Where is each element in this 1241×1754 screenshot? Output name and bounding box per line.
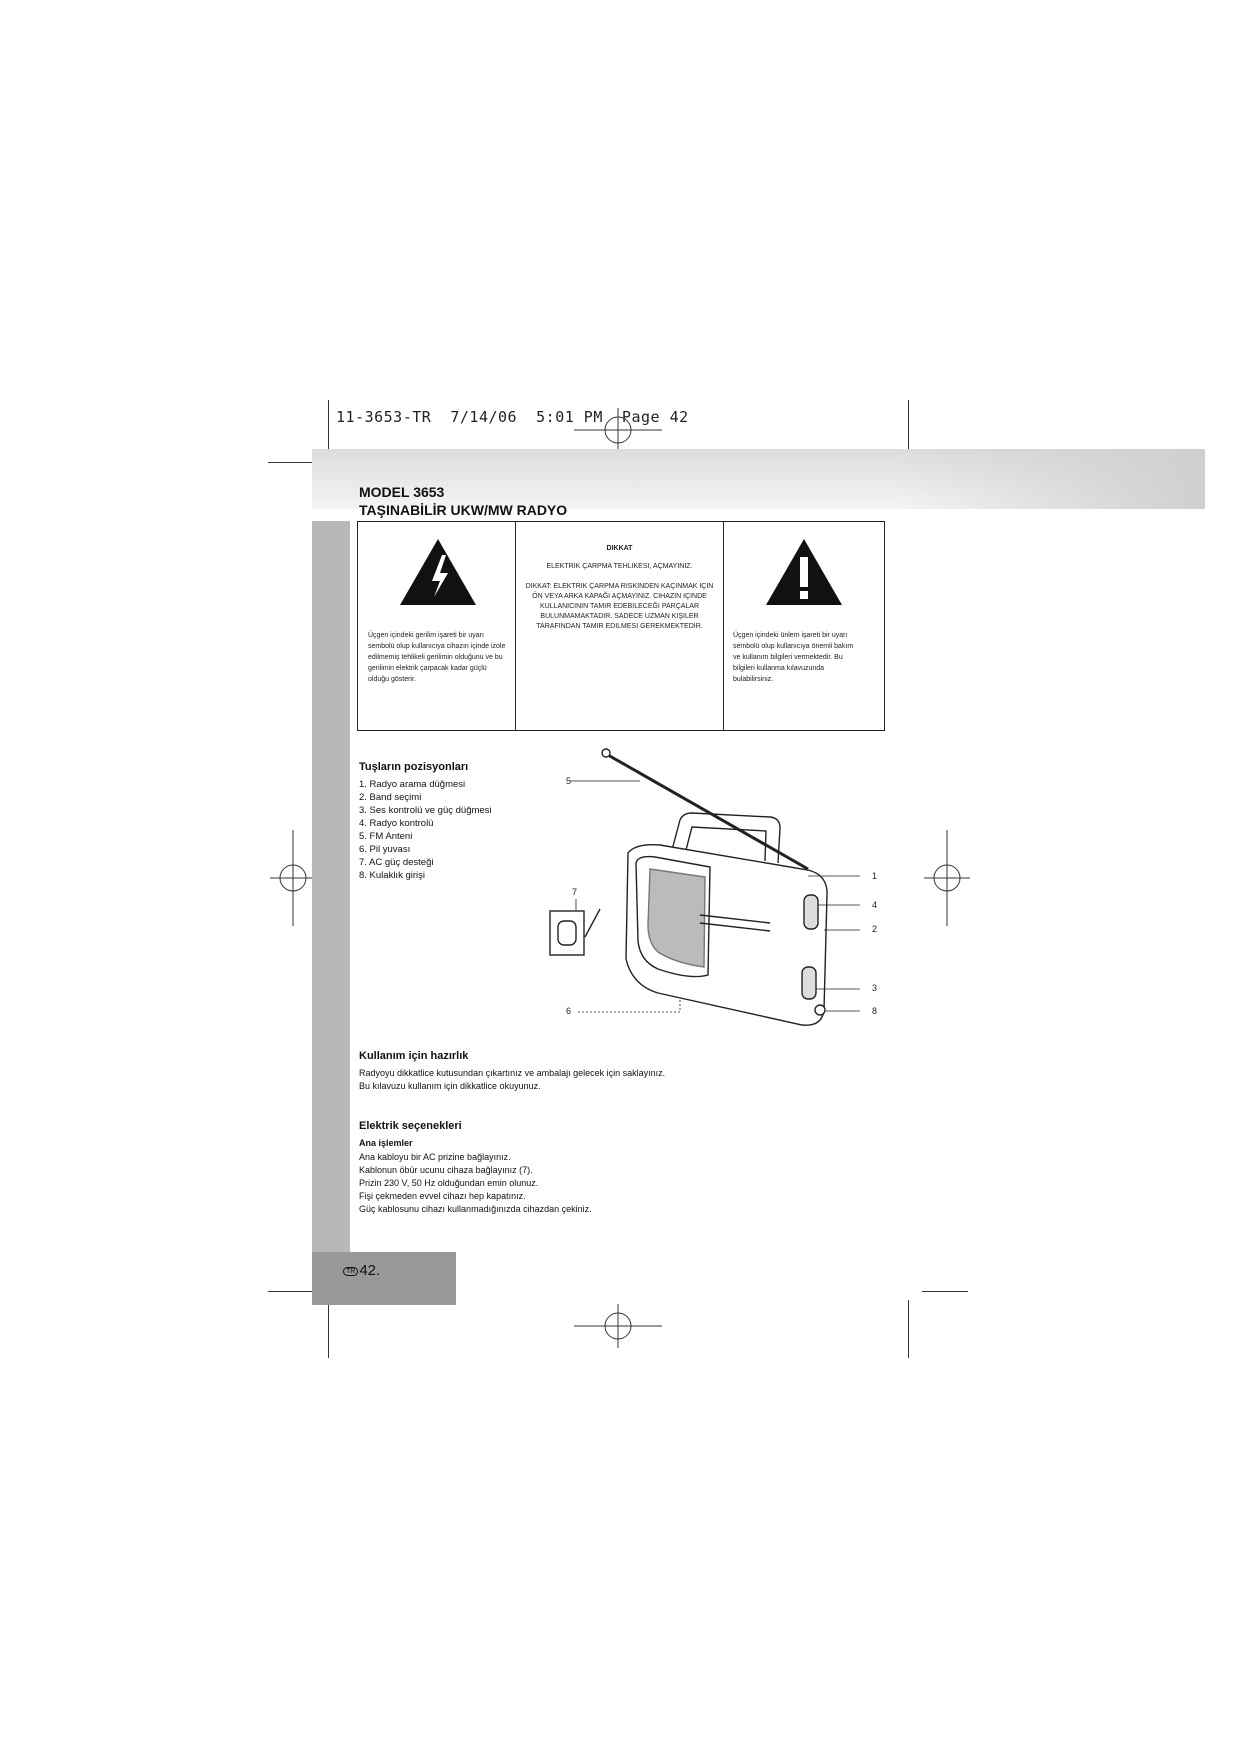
callout-8: 8 xyxy=(872,1006,878,1016)
warning-col-center xyxy=(516,522,724,730)
header-band-shade xyxy=(900,449,1205,509)
list-item: 5. FM Anteni xyxy=(359,831,413,842)
paragraph-line: Ana kabloyu bir AC prizine bağlayınız. xyxy=(359,1152,511,1162)
preparation-text xyxy=(359,1067,665,1093)
page-number xyxy=(343,1262,380,1279)
warning-shock-line: ELEKTRIK ÇARPMA TEHLIKESI, AÇMAYINIZ. xyxy=(546,563,693,570)
warning-title: DIKKAT xyxy=(606,545,633,552)
electric-heading: Elektrik seçenekleri xyxy=(359,1120,462,1132)
list-item: 6. Pil yuvası xyxy=(359,844,411,855)
electric-subheading: Ana işlemler xyxy=(359,1138,413,1148)
callout-3: 3 xyxy=(872,983,878,993)
warning-body: DIKKAT: ELEKTRIK ÇARPMA RISKINDEN KAÇINMAK IÇIN ÖN VEYA ARKA KAPAĞI AÇMAYINIZ. CIHAZIN IÇINDE KULLANICININ TAMIR EDEBILECEĞI PARÇALAR BULUNMAMAKTADIR. SADECE UZMAN KIŞILER TARAFINDAN TAMIR EDILMESI GEREKMEKTEDIR. xyxy=(525,583,714,630)
print-slug: 11-3653-TR 7/14/06 5:01 PM Page 42 xyxy=(336,408,689,426)
list-item: 2. Band seçimi xyxy=(359,792,422,803)
paragraph-line: Bu kılavuzu kullanım için dikkatlice okuyunuz. xyxy=(359,1081,541,1091)
controls-heading: Tuşların pozisyonları xyxy=(359,761,469,773)
paragraph-line: Radyoyu dikkatlice kutusundan çıkartınız ve ambalajı gelecek için saklayınız. xyxy=(359,1068,666,1078)
radio-diagram xyxy=(540,745,900,1045)
list-item: 4. Radyo kontrolü xyxy=(359,818,434,829)
left-margin-bar xyxy=(312,521,350,1252)
model-number: MODEL 3653 xyxy=(359,484,445,500)
warning-exclamation-text: Üçgen içindeki ünlem işareti bir uyarı sembolü olup kullanıcıya önemli bakım ve kullanım bilgileri vermektedir. Bu bilgileri kullanma kılavuzunda bulabilirsiniz. xyxy=(733,632,854,683)
callout-2: 2 xyxy=(872,924,878,934)
electric-text xyxy=(359,1151,592,1216)
product-subtitle: TAŞINABİLİR UKW/MW RADYO xyxy=(359,502,568,518)
callout-1: 1 xyxy=(872,871,878,881)
list-item: 7. AC güç desteği xyxy=(359,857,434,868)
callout-6: 6 xyxy=(566,1006,572,1016)
controls-list xyxy=(359,778,492,882)
preparation-heading: Kullanım için hazırlık xyxy=(359,1050,469,1062)
warning-col-exclamation xyxy=(724,522,884,730)
warning-col-voltage xyxy=(358,522,516,730)
page-title xyxy=(359,483,567,519)
callout-7: 7 xyxy=(572,887,578,897)
language-badge: TR xyxy=(343,1267,358,1276)
paragraph-line: Kablonun öbür ucunu cihaza bağlayınız (7). xyxy=(359,1165,533,1175)
warning-voltage-text: Üçgen içindeki gerilim işareti bir uyarı sembolü olup kullanıcıya cihazın içinde izole edilmemiş tehlikeli gerilimin olduğunu ve bu gerilimin elektrik çarpacak kadar güçlü olduğu gösterir. xyxy=(368,632,506,683)
list-item: 8. Kulaklık girişi xyxy=(359,870,425,881)
exclamation-icon xyxy=(764,537,844,607)
page-number-value: 42. xyxy=(359,1262,381,1279)
page-number-tab xyxy=(312,1252,456,1305)
callout-5: 5 xyxy=(566,776,572,786)
warning-box xyxy=(357,521,885,731)
list-item: 1. Radyo arama düğmesi xyxy=(359,779,466,790)
paragraph-line: Güç kablosunu cihazı kullanmadığınızda cihazdan çekiniz. xyxy=(359,1204,592,1214)
paragraph-line: Prizin 230 V, 50 Hz olduğundan emin olunuz. xyxy=(359,1178,539,1188)
callout-4: 4 xyxy=(872,900,878,910)
paragraph-line: Fişi çekmeden evvel cihazı hep kapatınız. xyxy=(359,1191,526,1201)
list-item: 3. Ses kontrolü ve güç düğmesi xyxy=(359,805,492,816)
high-voltage-icon xyxy=(398,537,478,607)
